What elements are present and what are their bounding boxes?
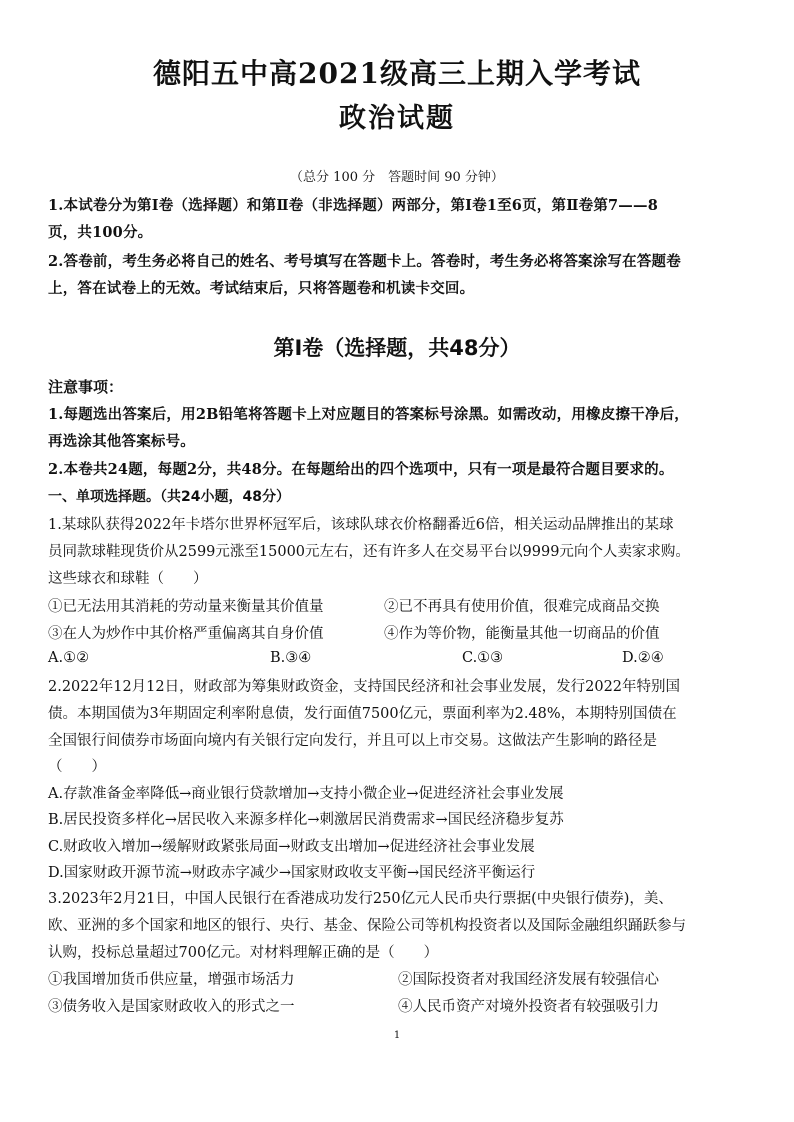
q2-option-c: C.财政收入增加→缓解财政紧张局面→财政支出增加→促进经济社会事业发展: [48, 839, 535, 855]
q1-statement-2: ②已不再具有使用价值，很难完成商品交换: [384, 599, 660, 615]
q1-statement-1: ①已无法用其消耗的劳动量来衡量其价值量: [48, 599, 324, 615]
q3-statement-2: ②国际投资者对我国经济发展有较强信心: [398, 972, 659, 988]
notice-1-line-2: 再选涂其他答案标号。: [48, 433, 195, 450]
q2-option-b: B.居民投资多样化→居民收入来源多样化→刺激居民消费需求→国民经济稳步复苏: [48, 812, 564, 828]
notice-2: 2.本卷共24题，每题2分，共48分。在每题给出的四个选项中，只有一项是最符合题目要求的。: [48, 461, 674, 478]
instruction-2-line-2: 上，答在试卷上的无效。考试结束后，只将答题卷和机读卡交回。: [48, 280, 475, 297]
score-info: （总分 100 分 答题时间 90 分钟）: [290, 170, 504, 185]
q2-stem-line-2: 债。本期国债为3年期固定利率附息债，发行面值7500亿元，票面利率为2.48%，本期特别国债在: [48, 706, 677, 722]
instruction-2-line-1: 2.答卷前，考生务必将自己的姓名、考号填写在答题卡上。答卷时，考生务必将答案涂写在答题卷: [48, 253, 681, 270]
part-heading: 一、单项选择题。（共24小题，48分）: [48, 489, 290, 505]
q2-stem-line-1: 2.2022年12月12日，财政部为筹集财政资金，支持国民经济和社会事业发展，发行2022年特别国: [48, 679, 681, 695]
q1-stem-line-2: 员同款球鞋现货价从2599元涨至15000元左右，还有许多人在交易平台以9999元向个人卖家求购。: [48, 544, 690, 560]
notice-heading: 注意事项：: [48, 378, 124, 396]
q3-stem-line-2: 欧、亚洲的多个国家和地区的银行、央行、基金、保险公司等机构投资者以及国际金融组织踊跃参与: [48, 918, 686, 934]
q3-statement-4: ④人民币资产对境外投资者有较强吸引力: [398, 999, 659, 1015]
q3-statement-3: ③债务收入是国家财政收入的形式之一: [48, 999, 295, 1015]
exam-title: 德阳五中高2021级高三上期入学考试: [153, 57, 641, 90]
q1-stem-line-1: 1.某球队获得2022年卡塔尔世界杯冠军后，该球队球衣价格翻番近6倍，相关运动品牌推出的某球: [48, 517, 674, 533]
q2-option-a: A.存款准备金率降低→商业银行贷款增加→支持小微企业→促进经济社会事业发展: [48, 786, 564, 802]
q2-stem-line-3: 全国银行间债券市场面向境内有关银行定向发行，并且可以上市交易。这做法产生影响的路径是: [48, 733, 657, 749]
notice-1-line-1: 1.每题选出答案后，用2B铅笔将答题卡上对应题目的答案标号涂黑。如需改动，用橡皮擦干净后，: [48, 406, 689, 423]
section-title: 第Ⅰ卷（选择题，共48分）: [273, 336, 521, 360]
q2-option-d: D.国家财政开源节流→财政赤字减少→国家财政收支平衡→国民经济平衡运行: [48, 865, 536, 881]
q2-stem-line-4: （ ）: [48, 759, 106, 775]
q1-option-b: B.③④: [270, 650, 312, 666]
q3-statement-1: ①我国增加货币供应量，增强市场活力: [48, 972, 295, 988]
q1-option-d: D.②④: [622, 650, 664, 666]
page-number: 1: [393, 1030, 401, 1041]
q1-stem-line-3: 这些球衣和球鞋（ ）: [48, 571, 208, 587]
q3-stem-line-1: 3.2023年2月21日，中国人民银行在香港成功发行250亿元人民币央行票据(中央银行债券)，美、: [48, 891, 673, 907]
q1-option-c: C.①③: [462, 650, 504, 666]
q3-stem-line-3: 认购，投标总量超过700亿元。对材料理解正确的是（ ）: [48, 945, 439, 961]
q1-statement-3: ③在人为炒作中其价格严重偏离其自身价值: [48, 626, 324, 642]
instruction-1-line-1: 1.本试卷分为第Ⅰ卷（选择题）和第Ⅱ卷（非选择题）两部分，第Ⅰ卷1至6页，第Ⅱ卷第7——8: [48, 197, 658, 214]
q1-statement-4: ④作为等价物，能衡量其他一切商品的价值: [384, 626, 660, 642]
q1-option-a: A.①②: [48, 650, 90, 666]
subject-title: 政治试题: [339, 103, 455, 134]
instruction-1-line-2: 页，共100分。: [48, 224, 153, 241]
